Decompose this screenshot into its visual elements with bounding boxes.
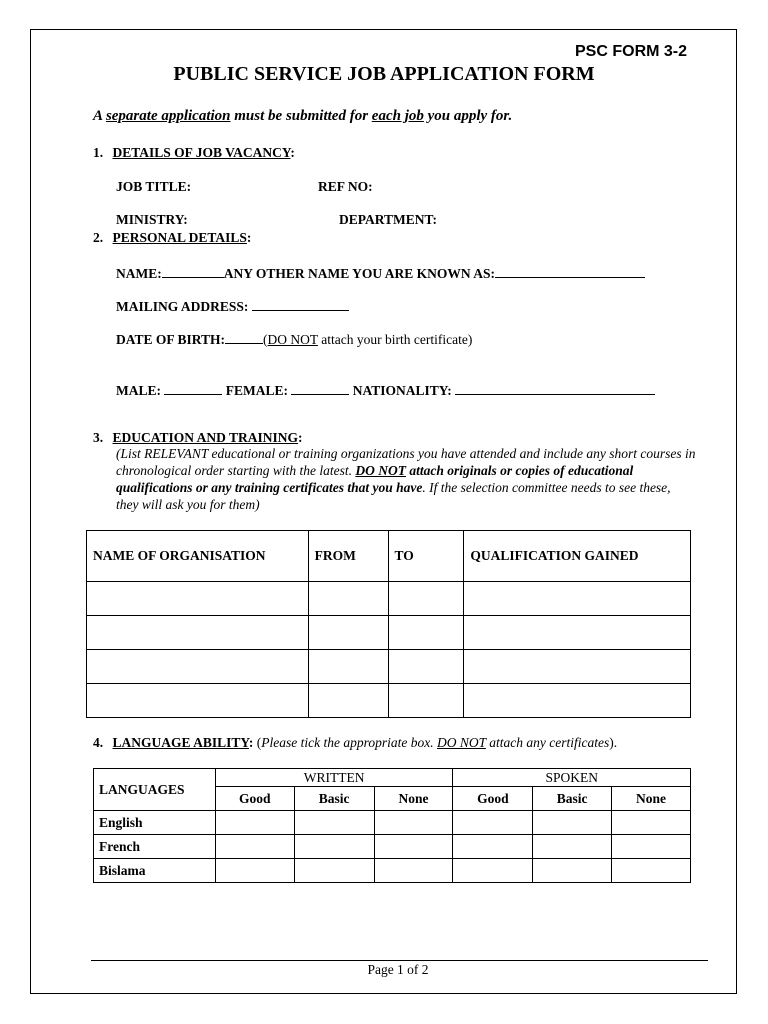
- level-header: None: [612, 787, 691, 811]
- level-header: Basic: [533, 787, 612, 811]
- table-cell[interactable]: [388, 616, 464, 650]
- column-header: QUALIFICATION GAINED: [464, 531, 691, 582]
- table-cell[interactable]: [87, 684, 309, 718]
- section-title: EDUCATION AND TRAINING: [112, 430, 299, 445]
- table-header-row: [87, 531, 691, 582]
- level-header: Good: [453, 787, 533, 811]
- notice: [93, 108, 512, 125]
- section3-heading: [93, 430, 303, 446]
- mailing-address-label: MAILING ADDRESS:: [116, 299, 249, 314]
- column-header: FROM: [308, 531, 388, 582]
- page-number: Page 1 of 2: [367, 962, 429, 977]
- table-row: [87, 616, 691, 650]
- dob-note: attach your birth certificate): [317, 332, 473, 347]
- table-cell[interactable]: [464, 684, 691, 718]
- section-colon: :: [290, 145, 295, 160]
- checkbox-cell[interactable]: [533, 811, 612, 835]
- page-title: PUBLIC SERVICE JOB APPLICATION FORM: [173, 63, 595, 85]
- table-cell[interactable]: [308, 650, 388, 684]
- name-label: NAME:: [116, 266, 162, 281]
- other-name-field[interactable]: [495, 263, 645, 278]
- language-note: Please tick the appropriate box.: [261, 735, 438, 750]
- male-label: MALE:: [116, 383, 161, 398]
- section-colon: :: [246, 230, 252, 245]
- name-row: [116, 263, 645, 282]
- column-header: NAME OF ORGANISATION: [87, 531, 309, 582]
- checkbox-cell[interactable]: [533, 859, 612, 883]
- table-row: [87, 650, 691, 684]
- language-name: English: [94, 811, 216, 835]
- notice-text: you apply for.: [423, 108, 513, 124]
- checkbox-cell[interactable]: [612, 859, 691, 883]
- table-cell[interactable]: [308, 684, 388, 718]
- other-name-label: ANY OTHER NAME YOU ARE KNOWN AS:: [223, 266, 496, 281]
- checkbox-cell[interactable]: [215, 835, 294, 859]
- female-field[interactable]: [291, 380, 349, 395]
- language-note: (: [253, 735, 262, 750]
- department-label: DEPARTMENT:: [339, 212, 438, 227]
- column-header: TO: [388, 531, 464, 582]
- male-field[interactable]: [164, 380, 222, 395]
- table-cell[interactable]: [87, 650, 309, 684]
- language-note-emphasis: DO NOT: [437, 735, 486, 750]
- ministry-label: MINISTRY:: [116, 212, 188, 227]
- nationality-label: NATIONALITY:: [352, 383, 452, 398]
- education-note-text: . If the selection committee needs to see these, they will ask you for them): [116, 480, 671, 512]
- spoken-header: SPOKEN: [453, 769, 691, 787]
- notice-emphasis: each job: [371, 108, 424, 124]
- section-colon: :: [298, 430, 303, 445]
- section-title: PERSONAL DETAILS: [112, 230, 247, 245]
- language-note: ).: [609, 735, 618, 750]
- mailing-address-row: [116, 296, 349, 315]
- table-row: [87, 684, 691, 718]
- ref-no-label: REF NO:: [318, 179, 373, 194]
- checkbox-cell[interactable]: [374, 835, 453, 859]
- table-cell[interactable]: [464, 582, 691, 616]
- languages-header: LANGUAGES: [94, 769, 216, 811]
- checkbox-cell[interactable]: [453, 859, 533, 883]
- section4-heading: [93, 735, 617, 751]
- section-number: 4.: [93, 735, 104, 750]
- table-cell[interactable]: [464, 650, 691, 684]
- checkbox-cell[interactable]: [294, 859, 374, 883]
- dob-label: DATE OF BIRTH:: [116, 332, 226, 347]
- footer-divider: [91, 960, 708, 961]
- gender-nationality-row: [116, 380, 655, 399]
- mailing-address-field[interactable]: [252, 296, 349, 311]
- form-code: PSC FORM 3-2: [575, 43, 688, 60]
- checkbox-cell[interactable]: [612, 811, 691, 835]
- notice-text: A: [93, 108, 106, 124]
- section-number: 3.: [93, 430, 104, 445]
- language-table: [93, 768, 691, 883]
- notice-text: must be submitted for: [230, 108, 372, 124]
- level-header: Basic: [294, 787, 374, 811]
- checkbox-cell[interactable]: [374, 811, 453, 835]
- table-row: [94, 859, 691, 883]
- job-title-label: JOB TITLE:: [116, 179, 192, 194]
- dob-note: (: [263, 332, 268, 347]
- table-row: [94, 811, 691, 835]
- dob-row: [116, 329, 472, 348]
- section-title: DETAILS OF JOB VACANCY: [112, 145, 291, 160]
- education-note-text: (List RELEVANT educational or training organizations you have attended and include any short courses in chronological order starting with the latest.: [116, 446, 696, 478]
- table-cell[interactable]: [388, 684, 464, 718]
- section2-heading: [93, 230, 251, 246]
- dob-field[interactable]: [225, 329, 263, 344]
- checkbox-cell[interactable]: [215, 811, 294, 835]
- education-note: [116, 445, 696, 513]
- written-header: WRITTEN: [215, 769, 453, 787]
- table-cell[interactable]: [87, 582, 309, 616]
- education-note-emphasis: DO NOT: [355, 463, 406, 478]
- table-cell[interactable]: [388, 582, 464, 616]
- section-number: 1.: [93, 145, 104, 160]
- checkbox-cell[interactable]: [453, 835, 533, 859]
- table-row: [87, 582, 691, 616]
- checkbox-cell[interactable]: [453, 811, 533, 835]
- checkbox-cell[interactable]: [294, 835, 374, 859]
- section-number: 2.: [93, 230, 104, 245]
- level-header: None: [374, 787, 453, 811]
- dob-note-emphasis: DO NOT: [267, 332, 318, 347]
- checkbox-cell[interactable]: [612, 835, 691, 859]
- level-header: Good: [215, 787, 294, 811]
- table-header-row: [94, 769, 691, 787]
- section1-heading: [93, 145, 295, 161]
- language-note: attach any certificates: [485, 735, 610, 750]
- checkbox-cell[interactable]: [374, 859, 453, 883]
- section-colon: :: [248, 735, 254, 750]
- education-table: [86, 530, 691, 718]
- language-name: French: [94, 835, 216, 859]
- notice-emphasis: separate application: [105, 108, 231, 124]
- name-field[interactable]: [162, 263, 224, 278]
- education-note-bold: attach originals or copies of educational qualifications or any training certificates that you have: [116, 463, 634, 495]
- checkbox-cell[interactable]: [215, 859, 294, 883]
- language-name: Bislama: [94, 859, 216, 883]
- section-title: LANGUAGE ABILITY: [112, 735, 249, 750]
- checkbox-cell[interactable]: [294, 811, 374, 835]
- table-cell[interactable]: [87, 616, 309, 650]
- table-cell[interactable]: [388, 650, 464, 684]
- checkbox-cell[interactable]: [533, 835, 612, 859]
- table-cell[interactable]: [464, 616, 691, 650]
- table-cell[interactable]: [308, 616, 388, 650]
- table-cell[interactable]: [308, 582, 388, 616]
- female-label: FEMALE:: [225, 383, 288, 398]
- table-row: [94, 835, 691, 859]
- nationality-field[interactable]: [455, 380, 655, 395]
